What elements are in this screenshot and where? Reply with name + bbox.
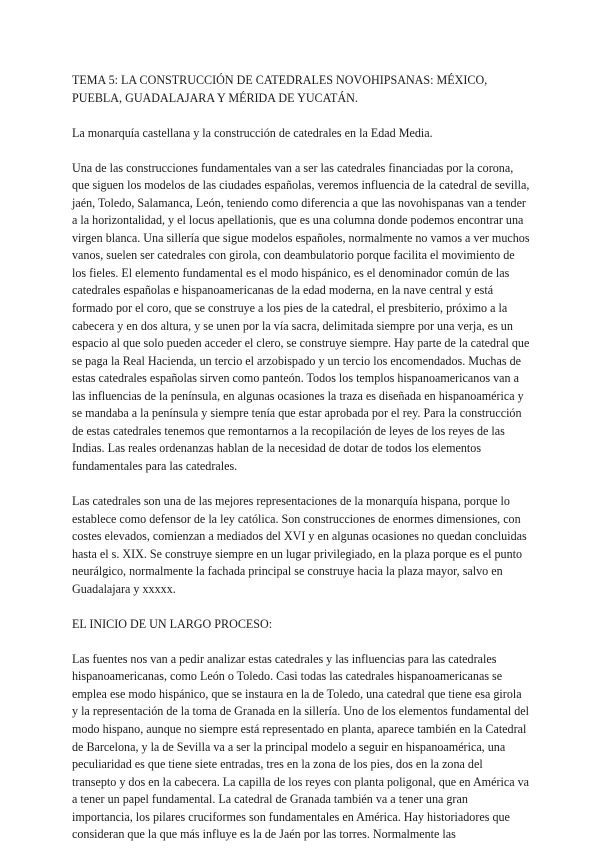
document-subtitle: La monarquía castellana y la construcción de catedrales en la Edad Media.	[72, 125, 433, 140]
body-paragraph: Las catedrales son una de las mejores representaciones de la monarquía hispana, porque lo establece como defensor de la ley católica. Son construcciones de enormes dimensiones, con costes elevados, comienzan a mediados del XVI y en algunas ocasiones no quedan concluidas hasta el s. XIX. Se construye siempre en un lugar privilegiado, en la plaza porque es el punto neurálgico, normalmente la fachada principal se construye hacia la plaza mayor, salvo en Guadalajara y xxxxx.	[72, 493, 527, 596]
body-paragraph: Una de las construcciones fundamentales van a ser las catedrales financiadas por la corona, que siguen los modelos de las ciudades españolas, veremos influencia de la catedral de sevilla, jaén, Toledo, Salamanca, León, teniendo como diferencia a que las novohispanas van a tender a la horizontalidad, y el locus apellationis, que es una columna donde podemos encontrar una virgen blanca. Una sillería que sigue modelos españoles, normalmente no vamos a ver muchos vanos, suelen ser catedrales con girola, con deambulatorio porque facilita el movimiento de los fieles. El elemento fundamental es el modo hispánico, es el denominador común de las catedrales españolas e hispanoamericanas de la edad moderna, en la nave central y está formado por el coro, que se construye a los pies de la catedral, el presbiterio, próximo a la cabecera y en dos altura, y se unen por la vía sacra, delimitada siempre por una verja, es un espacio al que solo pueden acceder el clero, se construye siempre. Hay parte de la catedral que se paga la Real Hacienda, un tercio el arzobispado y un tercio los encomendados. Muchas de estas catedrales españolas sirven como panteón. Todos los templos hispanoamericanos van a las influencias de la península, en algunas ocasiones la traza es diseñada en hispanoamérica y se mandaba a la península y siempre tenía que estar aprobada por el rey. Para la construcción de estas catedrales tenemos que remontarnos a la recopilación de leyes de los reyes de las Indias. Las reales ordenanzas hablan de la necesidad de dotar de todos los elementos fundamentales para las catedrales.	[72, 160, 530, 473]
document-title: TEMA 5: LA CONSTRUCCIÓN DE CATEDRALES NOVOHIPSANAS: MÉXICO, PUEBLA, GUADALAJARA Y MÉRIDA DE YUCATÁN.	[72, 73, 488, 105]
document-body	[72, 72, 530, 848]
body-paragraph: Las fuentes nos van a pedir analizar estas catedrales y las influencias para las catedrales hispanoamericanas, como León o Toledo. Casi todas las catedrales hispanoamericanas se emplea ese modo hispánico, que se instaura en la de Toledo, una catedral que tiene esa girola y la representación de la toma de Granada en la sillería. Uno de los elementos fundamental del modo hispano, aunque no siempre está representado en planta, aparece también en la Catedral de Barcelona, y la de Sevilla va a ser la principal modelo a seguir en hispanoamérica, una peculiaridad es que tiene siete entradas, tres en la zona de los pies, dos en la zona del transepto y dos en la cabecera. La capilla de los reyes con planta poligonal, que en América va a tener un papel fundamental. La catedral de Granada también va a tener una gran importancia, los pilares cruciformes son fundamentales en América. Hay historiadores que consideran que la que más influye es la de Jaén por las torres. Normalmente las	[72, 651, 530, 842]
section-heading: EL INICIO DE UN LARGO PROCESO:	[72, 616, 273, 631]
